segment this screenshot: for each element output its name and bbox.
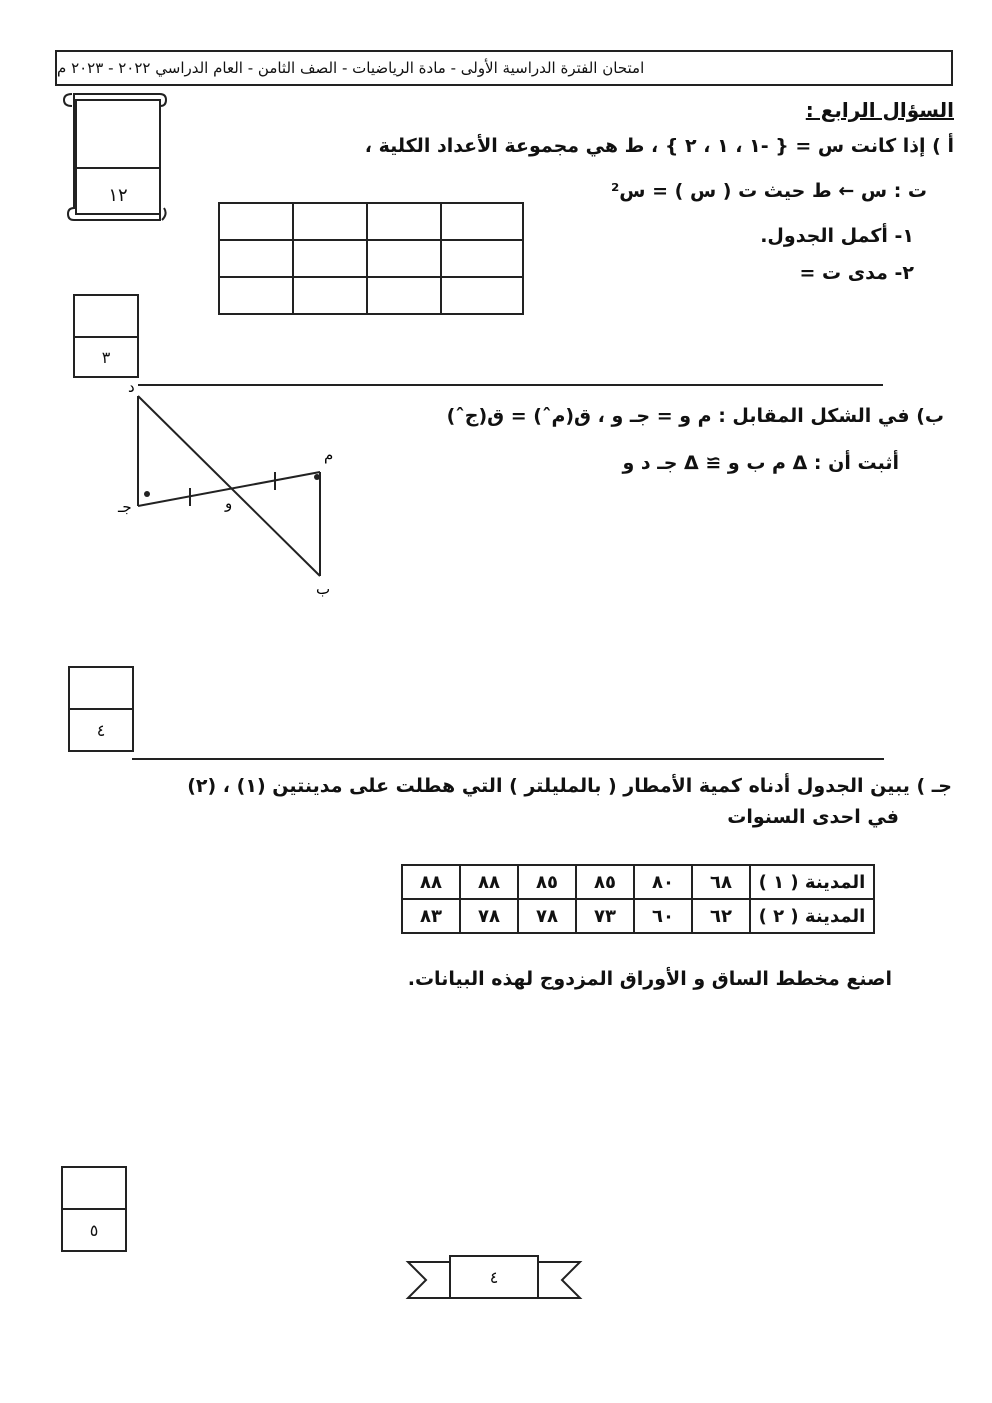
part-a-item1: ١- أكمل الجدول.: [760, 225, 914, 247]
table-cell[interactable]: [441, 240, 523, 277]
label-b: ب: [316, 580, 331, 598]
table-cell: ٧٣: [576, 899, 634, 933]
table-row: [219, 277, 523, 314]
label-j: جـ: [118, 498, 132, 516]
table-cell[interactable]: [441, 277, 523, 314]
table-row: [219, 240, 523, 277]
table-row: [402, 899, 874, 933]
table-cell: ٨٥: [518, 865, 576, 899]
part-b-line1: ب) في الشكل المقابل : م و = جـ و ، ق(مˆ) = ق(جˆ): [446, 405, 944, 427]
score-box-c: [61, 1166, 127, 1252]
rainfall-table: [401, 864, 875, 934]
part-b-line2: أثبت أن : Δ م ب و ≅ Δ جـ د و: [622, 452, 899, 474]
score-box-a: [73, 294, 139, 378]
table-cell[interactable]: [367, 203, 441, 240]
score-box-value: ٤: [96, 720, 106, 740]
table-cell: ٨٨: [402, 865, 460, 899]
mapping-table: [218, 202, 524, 315]
table-cell: ٦٢: [692, 899, 750, 933]
score-box-blank[interactable]: [63, 1168, 125, 1210]
part-a-line2: ت : س ← ط حيث ت ( س ) = س²: [610, 180, 927, 202]
score-box-value: ٣: [101, 347, 111, 367]
exam-header-title: امتحان الفترة الدراسية الأولى - مادة الرياضيات - الصف الثامن - العام الدراسي ٢٠٢٢ - ٢٠٢٣ م: [57, 59, 645, 77]
table-cell: ٦٨: [692, 865, 750, 899]
table-cell: ٧٨: [518, 899, 576, 933]
table-cell[interactable]: [293, 240, 367, 277]
table-cell[interactable]: [367, 240, 441, 277]
exam-header: [55, 50, 953, 86]
part-c-instruction: اصنع مخطط الساق و الأوراق المزدوج لهذه البيانات.: [407, 968, 892, 990]
table-cell: ٨٨: [460, 865, 518, 899]
score-box-blank[interactable]: [70, 668, 132, 710]
total-score-value: ١٢: [108, 184, 128, 206]
table-cell[interactable]: [367, 277, 441, 314]
table-cell[interactable]: [293, 277, 367, 314]
divider: [132, 758, 884, 760]
table-cell[interactable]: [441, 203, 523, 240]
score-box-b: [68, 666, 134, 752]
geometry-figure: [110, 380, 350, 600]
table-row: [219, 203, 523, 240]
page-number: ٤: [489, 1267, 499, 1287]
table-cell: ٨٠: [634, 865, 692, 899]
table-cell: ٨٥: [576, 865, 634, 899]
part-a-line1: أ ) إذا كانت س = { -١ ، ١ ، ٢ } ، ط هي مجموعة الأعداد الكلية ،: [364, 135, 954, 157]
part-a-item2: ٢- مدى ت =: [799, 262, 914, 284]
table-cell: ٦٠: [634, 899, 692, 933]
score-box-value: ٥: [89, 1220, 99, 1240]
label-w: و: [225, 494, 233, 512]
part-c-line1: جـ ) يبين الجدول أدناه كمية الأمطار ( بالمليلتر ) التي هطلت على مدينتين (١) ، (٢): [187, 775, 952, 797]
table-cell: ٧٨: [460, 899, 518, 933]
table-cell[interactable]: [219, 203, 293, 240]
score-box-blank[interactable]: [75, 296, 137, 338]
question-title: السؤال الرابع :: [805, 98, 954, 122]
label-m: م: [324, 446, 334, 464]
label-d: د: [128, 380, 135, 396]
part-c-line2: في احدى السنوات: [727, 806, 899, 828]
table-cell[interactable]: [219, 277, 293, 314]
table-cell[interactable]: [293, 203, 367, 240]
row-label: المدينة ( ٢ ): [750, 899, 874, 933]
table-cell[interactable]: [219, 240, 293, 277]
table-cell: ٨٣: [402, 899, 460, 933]
table-row: [402, 865, 874, 899]
row-label: المدينة ( ١ ): [750, 865, 874, 899]
